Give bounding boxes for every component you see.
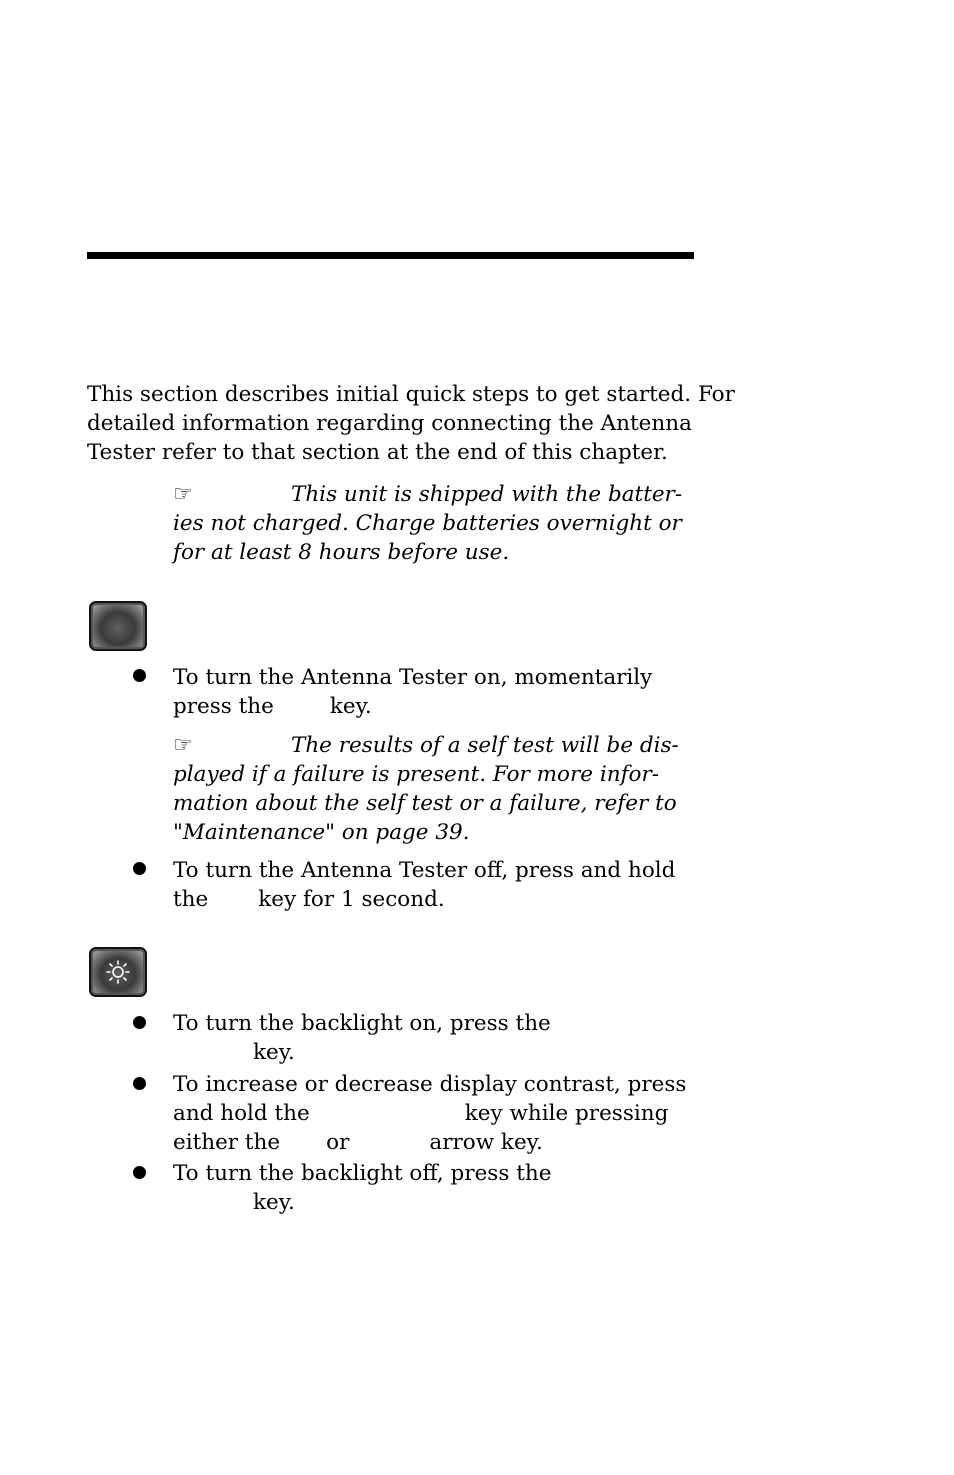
list-bullet <box>133 669 146 682</box>
backlight-on-instruction: To turn the backlight on, press the key. <box>173 1011 551 1065</box>
pointing-hand-icon: ☞ <box>173 482 193 507</box>
light-bulb-icon <box>105 959 131 985</box>
power-key-icon <box>89 601 147 651</box>
backlight-key-icon <box>89 947 147 997</box>
self-test-note: ☞ The results of a self test will be dis- played if a failure is present. For more infor- mation about the self test or a failure, refer to "Maintenance" on page 39. <box>173 733 679 845</box>
battery-note: ☞ This unit is shipped with the batter- ies not charged. Charge batteries overnight or for at least 8 hours before use. <box>173 482 683 565</box>
power-on-instruction: To turn the Antenna Tester on, momentarily press the key. <box>173 665 653 719</box>
pointing-hand-icon: ☞ <box>173 733 193 758</box>
list-bullet <box>133 862 146 875</box>
list-bullet <box>133 1077 146 1090</box>
power-off-instruction: To turn the Antenna Tester off, press and hold the key for 1 second. <box>173 858 676 912</box>
section-header-rule <box>87 252 694 259</box>
list-bullet <box>133 1166 146 1179</box>
contrast-instruction: To increase or decrease display contrast, press and hold the key while pressing either the or arrow key. <box>173 1072 687 1155</box>
intro-paragraph: This section describes initial quick steps to get started. For detailed information regarding connecting the Antenna Tester refer to that section at the end of this chapter. <box>87 382 735 465</box>
list-bullet <box>133 1016 146 1029</box>
backlight-off-instruction: To turn the backlight off, press the key. <box>173 1161 552 1215</box>
